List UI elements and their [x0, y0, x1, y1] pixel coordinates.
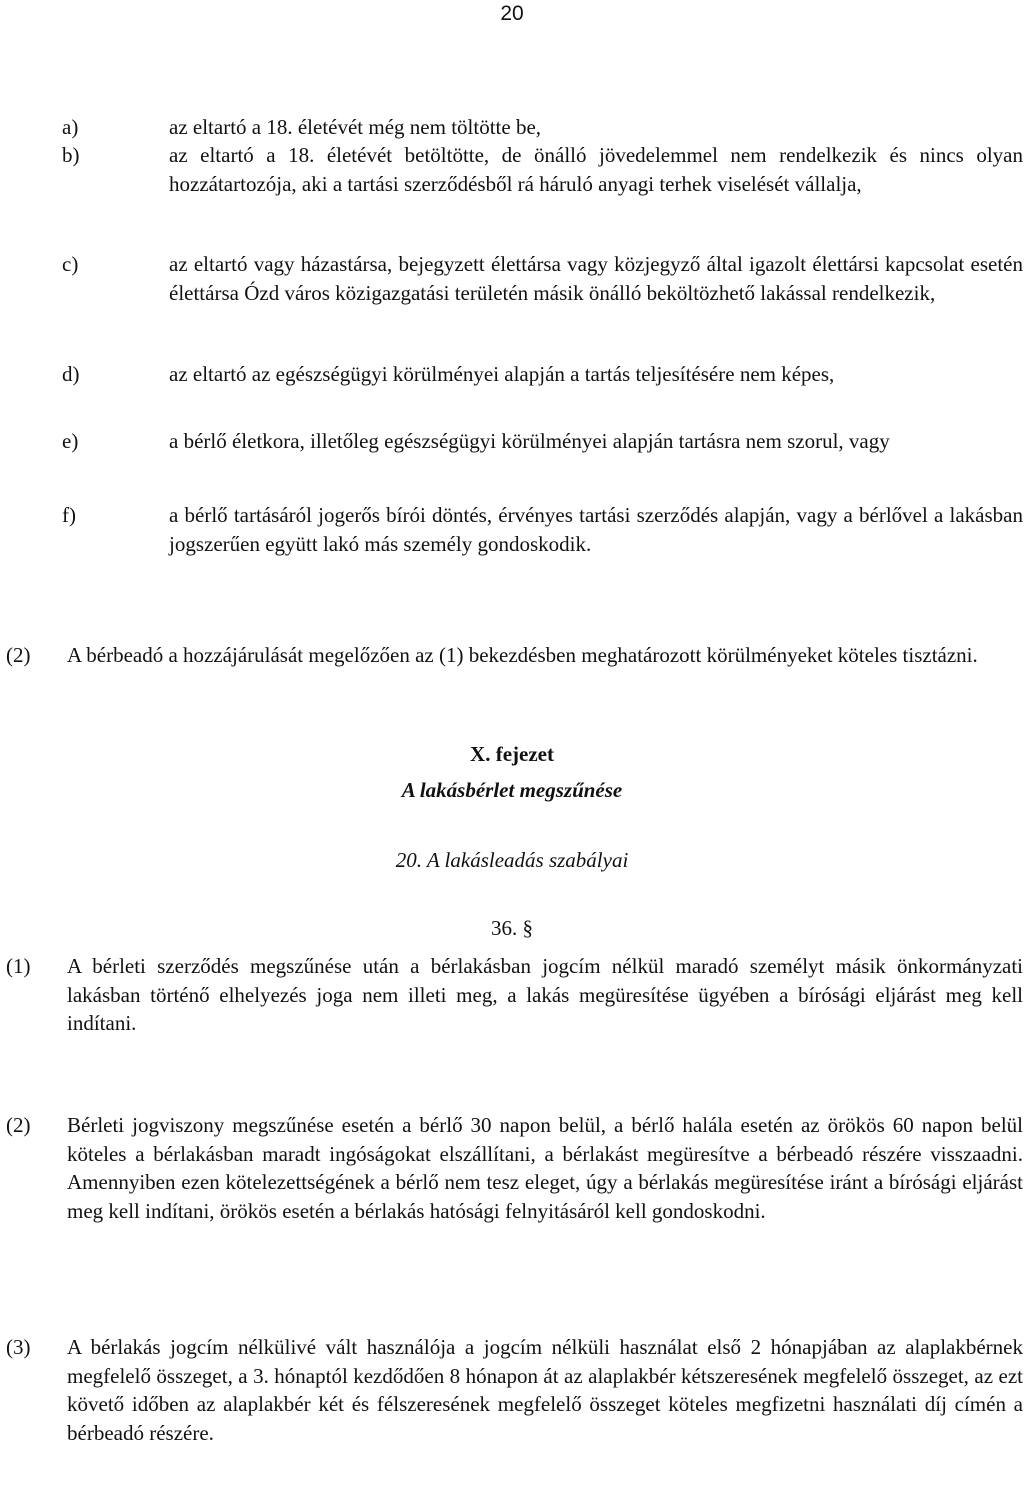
list-text: az eltartó az egészségügyi körülményei alapján a tartás teljesítésére nem képes,: [169, 362, 835, 386]
paragraph-marker: (3): [6, 1335, 31, 1359]
paragraph-text: Bérleti jogviszony megszűnése esetén a bérlő 30 napon belül, a bérlő halála esetén az örökös 60 napon belül köteles a bérlakásban maradt ingóságokat elszállítani, a bérlakást megüresítve a bérbeadó részére visszaadni. Amennyiben ezen kötelezettségének a bérlő nem tesz eleget, úgy a bérlakás megüresítése iránt a bírósági eljárást meg kell indítani, örökös esetén a bérlakás hatósági felnyitásáról kell gondoskodni.: [67, 1113, 1023, 1223]
chapter-title: A lakásbérlet megszűnése: [401, 778, 623, 802]
subheading: 20. A lakásleadás szabályai: [395, 848, 629, 872]
list-text: az eltartó a 18. életévét még nem töltötte be,: [169, 115, 542, 139]
list-marker: c): [62, 252, 79, 276]
list-marker: a): [62, 115, 79, 139]
list-marker: b): [62, 143, 80, 167]
paragraph-marker: (2): [6, 643, 31, 667]
chapter-number: X. fejezet: [470, 742, 554, 766]
list-marker: d): [62, 362, 80, 386]
list-text: az eltartó a 18. életévét betöltötte, de önálló jövedelemmel nem rendelkezik és nincs olyan hozzátartozója, aki a tartási szerződésből rá háruló anyagi terhek viselését vállalja,: [169, 143, 1023, 196]
page-number: 20: [500, 2, 524, 25]
paragraph-text: A bérbeadó a hozzájárulását megelőzően az (1) bekezdésben meghatározott körülményeket köteles tisztázni.: [67, 643, 978, 667]
paragraph-text: A bérleti szerződés megszűnése után a bérlakásban jogcím nélkül maradó személyt másik önkormányzati lakásban történő elhelyezés joga nem illeti meg, a lakás megüresítése ügyében a bírósági eljárást meg kell indítani.: [67, 954, 1023, 1035]
list-marker: f): [62, 503, 76, 527]
list-text: az eltartó vagy házastársa, bejegyzett élettársa vagy közjegyző által igazolt élettársi kapcsolat esetén élettársa Ózd város közigazgatási területén másik önálló beköltözhető lakással rendelkezik,: [169, 252, 1023, 305]
list-text: a bérlő tartásáról jogerős bírói döntés, érvényes tartási szerződés alapján, vagy a bérlővel a lakásban jogszerűen együtt lakó más személy gondoskodik.: [169, 503, 1023, 556]
paragraph-marker: (2): [6, 1113, 31, 1137]
paragraph-marker: (1): [6, 954, 31, 978]
list-marker: e): [62, 429, 79, 453]
section-title: 36. §: [491, 916, 533, 940]
list-text: a bérlő életkora, illetőleg egészségügyi körülményei alapján tartásra nem szorul, vagy: [169, 429, 890, 453]
paragraph-text: A bérlakás jogcím nélkülivé vált használója a jogcím nélküli használat első 2 hónapjában az alaplakbérnek megfelelő összeget, a 3. hónaptól kezdődően 8 hónapon át az alaplakbér kétszeresének megfelelő összeget, az ezt követő időben az alaplakbér két és félszeresének megfelelő összeget köteles megfizetni használati díj címén a bérbeadó részére.: [67, 1335, 1023, 1445]
